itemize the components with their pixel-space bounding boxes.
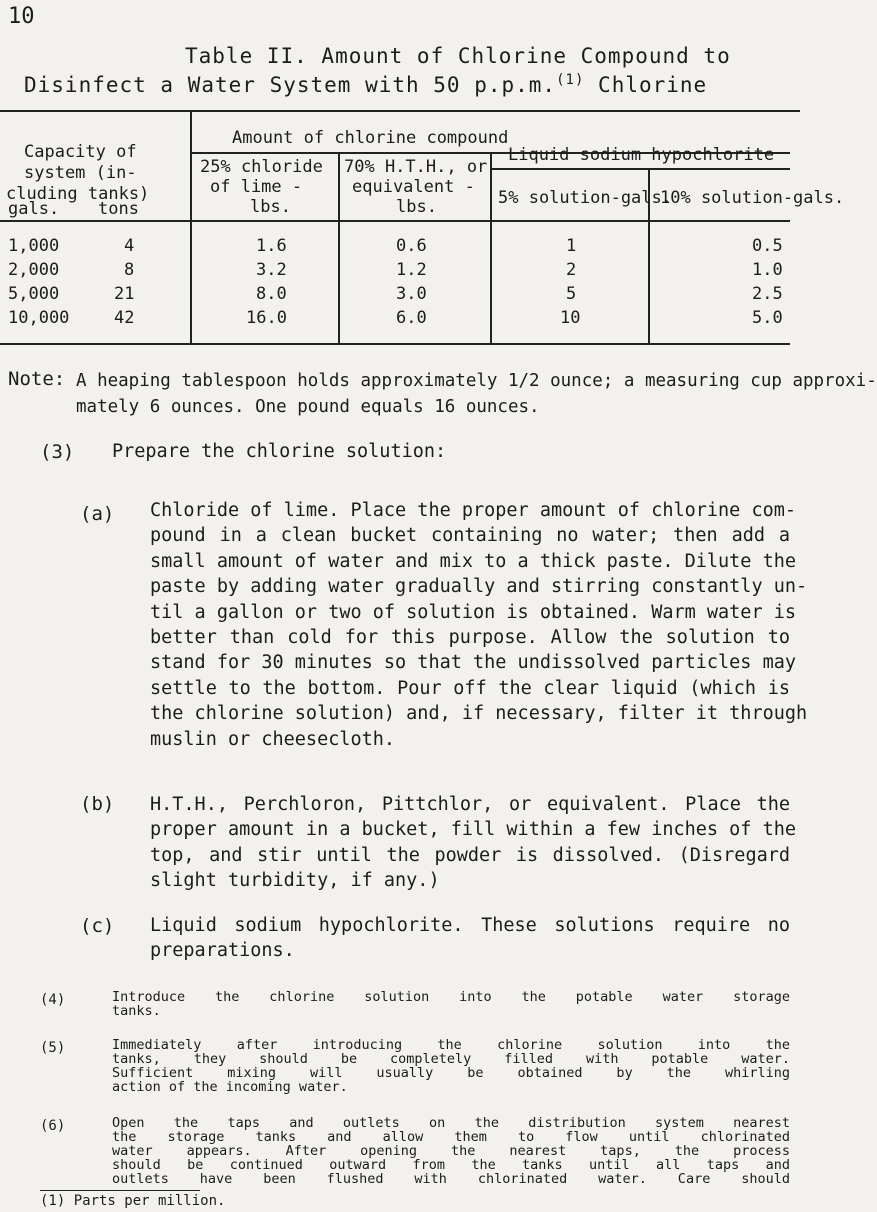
- cell-chloride: 8.0: [256, 284, 287, 304]
- group-header: Amount of chlorine compound: [232, 128, 509, 148]
- hth-header-3: lbs.: [396, 197, 437, 217]
- chloride-header-1: 25% chloride: [200, 157, 323, 177]
- table-top-rule: [0, 110, 800, 112]
- hth-header-2: equivalent -: [352, 177, 475, 197]
- step-line: Prepare the chlorine solution:: [112, 441, 447, 462]
- cell-tons: 42: [114, 308, 135, 328]
- step-line: proper amount in a bucket, fill within a few inches of the: [150, 819, 797, 841]
- cell-sol5: 10: [560, 308, 581, 328]
- cell-chloride: 16.0: [246, 308, 287, 328]
- capacity-header-2: system (in-: [24, 163, 137, 183]
- step-line: pound in a clean bucket containing no water; then add a: [150, 525, 790, 547]
- step-c-text: [150, 913, 790, 964]
- footnote-ref: (1): [556, 72, 585, 88]
- step-line: Introduce the chlorine solution into the potable water storage: [112, 989, 790, 1005]
- col-rule-2: [338, 152, 340, 343]
- table-title-line-1: Table II. Amount of Chlorine Compound to: [185, 44, 731, 68]
- step-b-label: (b): [80, 793, 115, 815]
- step-line: top, and stir until the powder is dissolved. (Disregard: [150, 844, 790, 866]
- cell-sol5: 5: [566, 284, 577, 304]
- note-text: [76, 368, 877, 420]
- sol10-header: 10% solution-gals.: [660, 188, 845, 208]
- step-line: H.T.H., Perchloron, Pittchlor, or equivalent. Place the: [150, 794, 790, 815]
- step-a-label: (a): [80, 503, 115, 525]
- tons-header: tons: [98, 199, 139, 219]
- step-4-label: (4): [40, 992, 66, 1008]
- sol5-header: 5% solution-gals.: [498, 188, 672, 208]
- step-line: small amount of water and mix to a thick paste. Dilute the: [150, 550, 797, 572]
- step-line: the chlorine solution) and, if necessary, filter it through: [150, 703, 808, 725]
- liquid-header-rule: [490, 168, 790, 170]
- header-bottom-rule: [0, 220, 790, 222]
- step-line: settle to the bottom. Pour off the clear liquid (which is: [150, 677, 790, 699]
- step-5-text: [112, 1038, 790, 1094]
- step-line: better than cold for this purpose. Allow the solution to: [150, 627, 790, 649]
- step-b-text: [150, 792, 797, 894]
- step-5-label: (5): [40, 1040, 66, 1056]
- title-text: Disinfect a Water System with 50 p.p.m.: [24, 73, 557, 97]
- cell-hth: 0.6: [396, 236, 427, 256]
- cell-gals: 2,000: [8, 260, 60, 280]
- cell-chloride: 1.6: [256, 236, 287, 256]
- cell-sol10: 1.0: [752, 260, 783, 280]
- step-4-text: [112, 990, 790, 1018]
- step-line: tanks.: [112, 1003, 161, 1019]
- cell-sol10: 0.5: [752, 236, 783, 256]
- cell-tons: 8: [124, 260, 135, 280]
- cell-gals: 1,000: [8, 236, 60, 256]
- step-line: outlets have been flushed with chlorinated water. Care should: [112, 1171, 790, 1187]
- cell-hth: 6.0: [396, 308, 427, 328]
- cell-gals: 5,000: [8, 284, 60, 304]
- step-line: Liquid sodium hypochlorite. These solutions require no: [150, 915, 790, 936]
- capacity-header-1: Capacity of: [24, 142, 137, 162]
- step-line: Open the taps and outlets on the distribution system nearest: [112, 1115, 790, 1131]
- step-6-text: [112, 1116, 790, 1186]
- cell-sol10: 2.5: [752, 284, 783, 304]
- table-title-line-2: [24, 72, 707, 97]
- capacity-header-3: cluding tanks): [6, 184, 150, 204]
- step-line: Sufficient mixing will usually be obtained by the whirling: [112, 1065, 790, 1081]
- step-c-label: (c): [80, 915, 115, 937]
- cell-tons: 21: [114, 284, 135, 304]
- cell-sol10: 5.0: [752, 308, 783, 328]
- step-line: stand for 30 minutes so that the undissolved particles may: [150, 652, 797, 674]
- note-label: Note:: [8, 368, 66, 390]
- step-line: til a gallon or two of solution is obtained. Warm water is: [150, 601, 797, 623]
- step-line: Chloride of lime. Place the proper amount of chlorine com-: [150, 500, 797, 521]
- cell-hth: 1.2: [396, 260, 427, 280]
- liquid-header: Liquid sodium hypochlorite: [508, 145, 775, 165]
- step-6-label: (6): [40, 1118, 66, 1134]
- step-3-label: (3): [40, 441, 75, 463]
- step-a-text: [150, 498, 808, 752]
- table-bottom-rule: [0, 343, 790, 345]
- chloride-header-3: lbs.: [250, 197, 291, 217]
- col-rule-3: [490, 152, 492, 343]
- cell-tons: 4: [124, 236, 135, 256]
- step-line: muslin or cheesecloth.: [150, 728, 396, 750]
- chloride-header-2: of lime -: [210, 177, 303, 197]
- note-line: mately 6 ounces. One pound equals 16 ounces.: [76, 397, 540, 417]
- cell-gals: 10,000: [8, 308, 70, 328]
- step-line: water appears. After opening the nearest taps, the process: [112, 1143, 790, 1159]
- step-line: slight turbidity, if any.): [150, 870, 440, 892]
- gals-header: gals.: [8, 199, 60, 219]
- note-line: A heaping tablespoon holds approximately 1/2 ounce; a measuring cup approxi-: [76, 371, 877, 391]
- col-rule-1: [190, 112, 192, 343]
- footnote: (1) Parts per million.: [40, 1193, 226, 1209]
- step-line: tanks, they should be completely filled with potable water.: [112, 1051, 790, 1067]
- page-number: 10: [8, 4, 35, 29]
- step-line: should be continued outward from the tanks until all taps and: [112, 1157, 790, 1173]
- hth-header-1: 70% H.T.H., or: [344, 157, 488, 177]
- step-line: Immediately after introducing the chlorine solution into the: [112, 1037, 790, 1053]
- step-line: paste by adding water gradually and stirring constantly un-: [150, 576, 808, 598]
- step-line: preparations.: [150, 940, 295, 962]
- cell-sol5: 1: [566, 236, 577, 256]
- cell-chloride: 3.2: [256, 260, 287, 280]
- cell-sol5: 2: [566, 260, 577, 280]
- step-3-text: [112, 441, 788, 463]
- title-end: Chlorine: [598, 73, 708, 97]
- footnote-rule: [40, 1190, 200, 1191]
- step-line: action of the incoming water.: [112, 1079, 348, 1095]
- step-line: the storage tanks and allow them to flow until chlorinated: [112, 1129, 790, 1145]
- cell-hth: 3.0: [396, 284, 427, 304]
